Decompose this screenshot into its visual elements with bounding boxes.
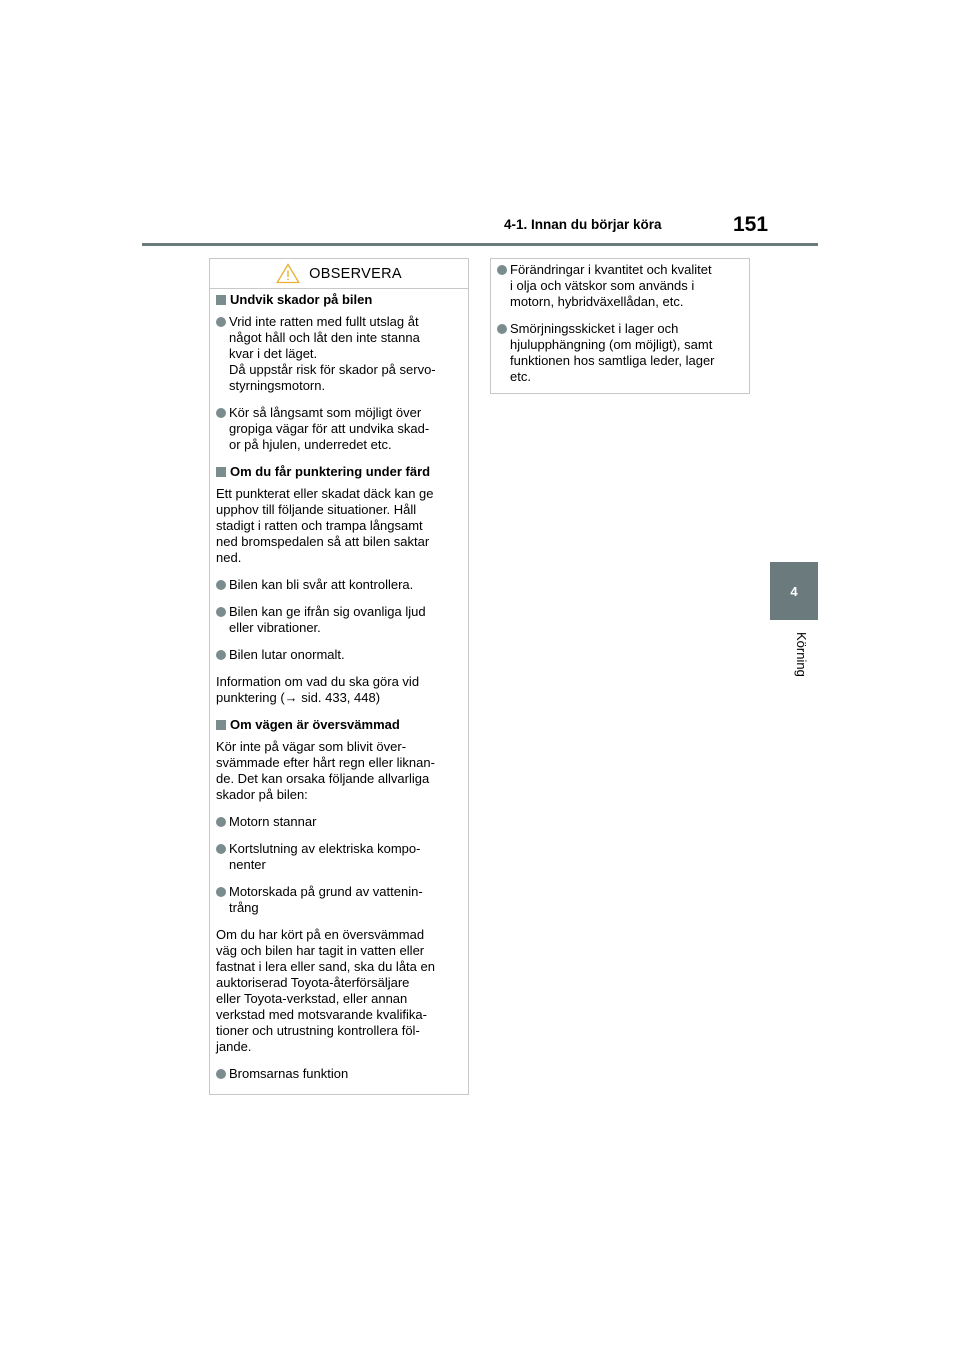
list-item [216,1066,462,1082]
warning-triangle-icon [276,263,300,284]
bullet-dot-icon [216,317,226,327]
section-heading-text: Undvik skador på bilen [230,292,373,307]
section-heading [216,464,462,480]
paragraph: Om du har kört på en översvämmad väg och bilen har tagit in vatten eller fastnat i lera eller sand, ska du låta en auktoriserad Toyota-återförsäljare eller Toyota-verkstad, eller annan verkstad med motsvarande kvalifika- tioner och utrustning kontrollera föl- jande. [216,927,435,1054]
section-title: 4-1. Innan du börjar köra [504,217,662,232]
list-item-text: Bromsarnas funktion [229,1066,349,1081]
header-rule [142,243,818,246]
list-item [216,577,462,593]
list-item [216,405,462,453]
paragraph: Kör inte på vägar som blivit över- svämmade efter hårt regn eller liknan- de. Det kan orsaka följande allvarliga skador på bilen: [216,739,435,802]
square-bullet-icon [216,720,226,730]
notice-box-left [209,258,469,1095]
bullet-dot-icon [497,324,507,334]
notice-body-right [491,259,749,385]
notice-title: OBSERVERA [309,265,402,282]
list-item [497,321,743,385]
list-item-text: Bilen kan bli svår att kontrollera. [229,577,414,592]
chapter-tab[interactable] [770,562,818,620]
list-item-text: Bilen lutar onormalt. [229,647,345,662]
bullet-dot-icon [497,265,507,275]
list-item-text: Motorn stannar [229,814,317,829]
bullet-dot-icon [216,844,226,854]
square-bullet-icon [216,467,226,477]
list-item-text: Vrid inte ratten med fullt utslag åt något håll och låt den inte stanna kvar i det läget. Då uppstår risk för skador på servo- styrningsmotorn. [229,314,436,393]
list-item-text: Smörjningsskicket i lager och hjulupphängning (om möjligt), samt funktionen hos samtliga leder, lager etc. [510,321,715,384]
paragraph: Ett punkterat eller skadat däck kan ge upphov till följande situationer. Håll stadigt i ratten och trampa långsamt ned bromspedalen så att bilen saktar ned. [216,486,434,565]
bullet-dot-icon [216,887,226,897]
list-item [216,604,462,636]
chapter-label: Körning [794,632,809,677]
list-item-text: Kortslutning av elektriska kompo- nenter [229,841,421,872]
chapter-number: 4 [790,583,798,599]
bullet-dot-icon [216,607,226,617]
list-item [216,884,462,916]
list-item-text: Bilen kan ge ifrån sig ovanliga ljud eller vibrationer. [229,604,426,635]
list-item-text: Motorskada på grund av vattenin- trång [229,884,423,915]
list-item-text: Kör så långsamt som möjligt över gropiga vägar för att undvika skad- or på hjulen, underredet etc. [229,405,430,452]
section-heading-text: Om du får punktering under färd [230,464,431,479]
notice-header [210,259,468,289]
square-bullet-icon [216,295,226,305]
bullet-dot-icon [216,408,226,418]
notice-box-right [490,258,750,394]
bullet-dot-icon [216,650,226,660]
bullet-dot-icon [216,1069,226,1079]
section-heading [216,292,462,308]
section-heading [216,717,462,733]
page-number: 151 [733,213,769,236]
list-item [216,814,462,830]
section-heading-text: Om vägen är översvämmad [230,717,400,732]
list-item [497,262,743,310]
list-item [216,647,462,663]
bullet-dot-icon [216,580,226,590]
list-item [216,841,462,873]
paragraph: Information om vad du ska göra vid punktering (→ sid. 433, 448) [216,674,420,705]
list-item-text: Förändringar i kvantitet och kvalitet i olja och vätskor som används i motorn, hybridväxellådan, etc. [510,262,712,309]
list-item [216,314,462,394]
notice-body-left [210,289,468,1082]
bullet-dot-icon [216,817,226,827]
